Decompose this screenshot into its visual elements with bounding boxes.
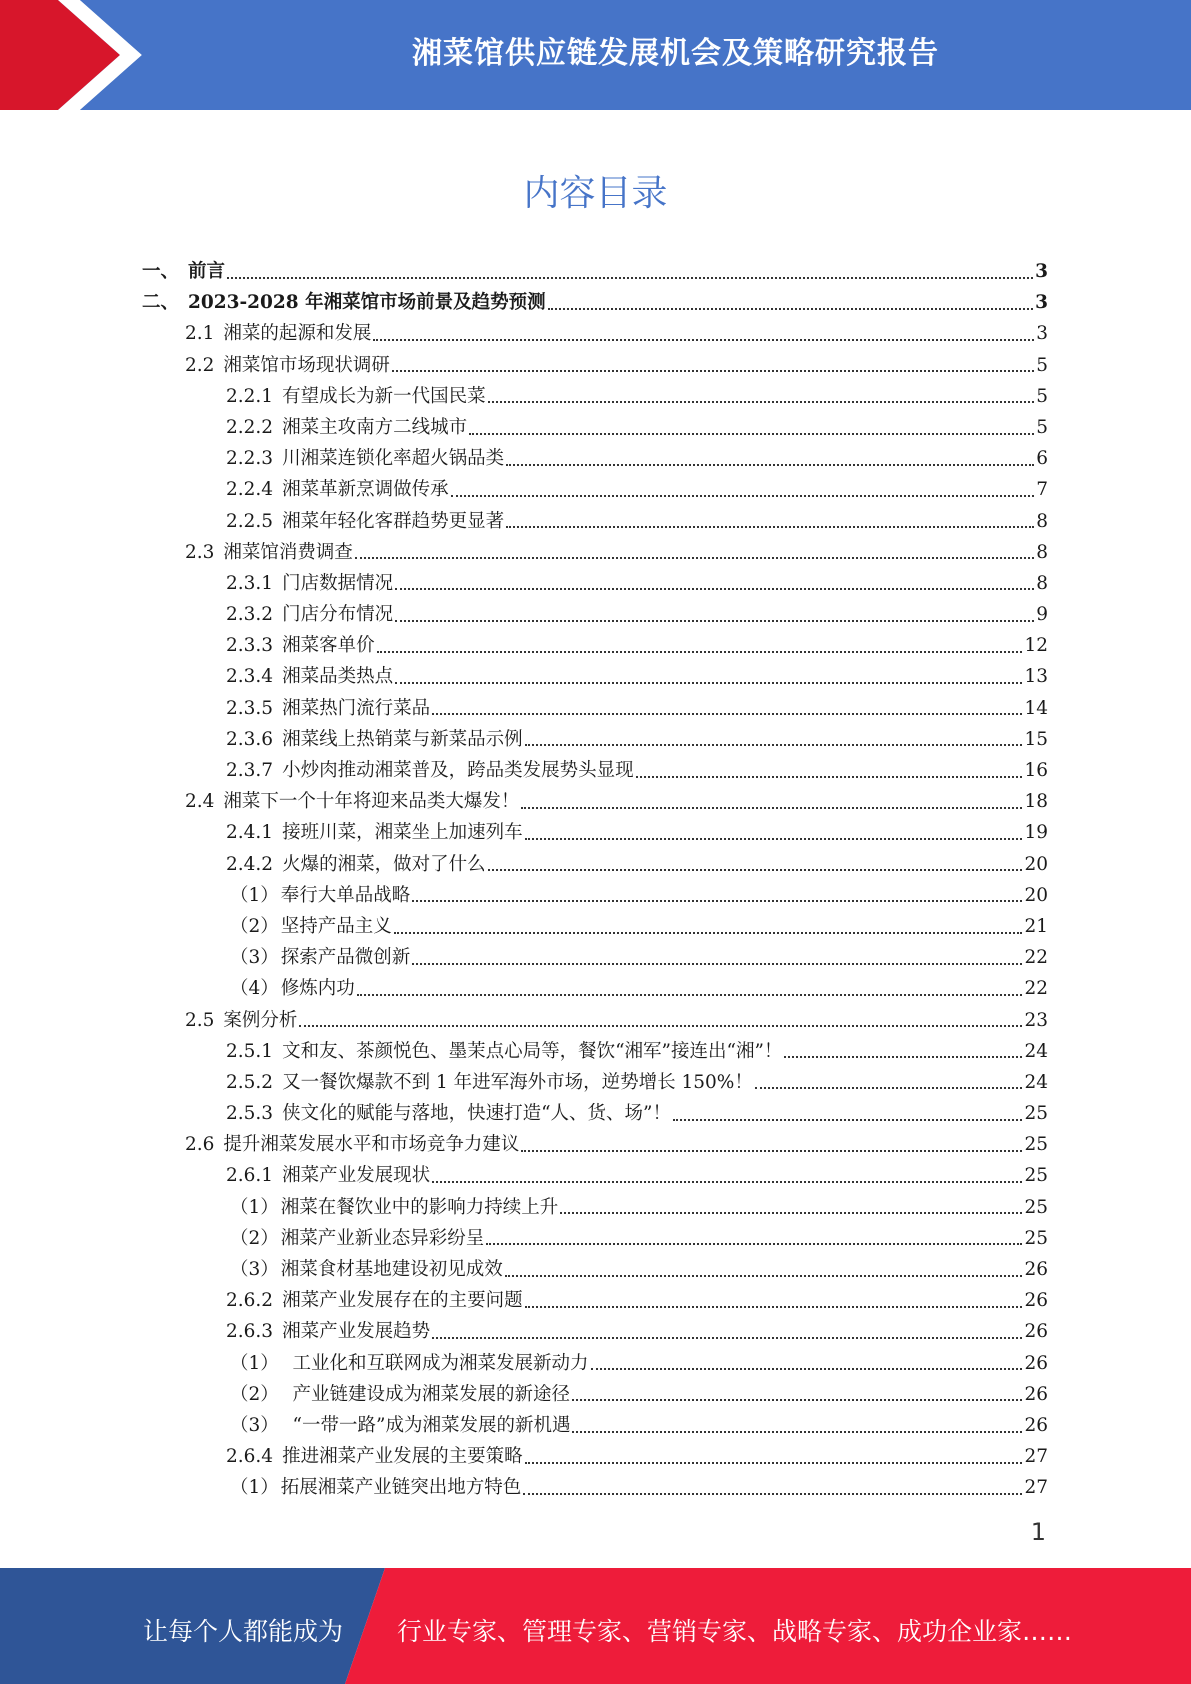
toc-entry[interactable]	[142, 1129, 1048, 1160]
toc-entry-label: 湘菜馆市场现状调研	[223, 354, 390, 376]
dot-leader	[412, 900, 1022, 902]
toc-entry[interactable]	[142, 1223, 1048, 1254]
toc-entry[interactable]	[142, 1067, 1048, 1098]
toc-entry-number: 2.4.2	[226, 853, 274, 875]
toc-entry-page: 25	[1024, 1165, 1048, 1187]
toc-entry-page: 24	[1024, 1071, 1048, 1093]
toc-entry-label: 拓展湘菜产业链突出地方特色	[280, 1477, 522, 1499]
toc-entry[interactable]	[142, 786, 1048, 817]
toc-entry-page: 5	[1036, 385, 1048, 407]
dot-leader	[395, 682, 1022, 684]
toc-entry-number: 2.3.1	[226, 572, 274, 594]
toc-entry-label: 门店分布情况	[282, 604, 394, 626]
toc-entry-page: 26	[1024, 1383, 1048, 1405]
dot-leader	[451, 495, 1035, 497]
toc-entry-number: 2.3.6	[226, 728, 274, 750]
toc-entry-number: 2.2.5	[226, 510, 274, 532]
toc-entry-label: 火爆的湘菜，做对了什么	[282, 853, 486, 875]
dot-leader	[394, 932, 1023, 934]
toc-entry[interactable]	[142, 693, 1048, 724]
dot-leader	[488, 869, 1023, 871]
toc-entry[interactable]	[142, 443, 1048, 474]
toc-entry[interactable]	[142, 568, 1048, 599]
toc-entry[interactable]	[142, 599, 1048, 630]
dot-leader	[572, 1399, 1022, 1401]
toc-entry-page: 3	[1035, 261, 1048, 282]
dot-leader	[395, 620, 1034, 622]
toc-entry[interactable]	[142, 1316, 1048, 1347]
toc-entry-page: 19	[1024, 822, 1048, 844]
toc-entry-label: 湘菜产业新业态异彩纷呈	[280, 1227, 485, 1249]
toc-entry[interactable]	[142, 256, 1048, 287]
toc-entry-number: 2.2.2	[226, 416, 274, 438]
toc-entry-number: 一、	[142, 261, 180, 282]
dot-leader	[373, 339, 1034, 341]
page-number: 1	[1030, 1518, 1046, 1546]
toc-entry-number: （4）	[230, 978, 279, 1000]
toc-entry-label: 川湘菜连锁化率超火锅品类	[282, 448, 505, 470]
toc-entry-number: 2.4	[185, 791, 215, 813]
dot-leader	[432, 1337, 1022, 1339]
toc-entry-number: 2.5	[185, 1009, 215, 1031]
toc-entry[interactable]	[142, 973, 1048, 1004]
toc-entry-page: 25	[1024, 1227, 1048, 1249]
toc-entry[interactable]	[142, 755, 1048, 786]
toc-entry[interactable]	[142, 661, 1048, 692]
toc-entry-page: 9	[1036, 604, 1048, 626]
dot-leader	[377, 651, 1023, 653]
dot-leader	[523, 1493, 1022, 1495]
toc-entry-page: 7	[1036, 479, 1048, 501]
toc-entry-number: （3）	[230, 947, 279, 969]
toc-entry-number: （2）	[230, 915, 279, 937]
dot-leader	[469, 433, 1034, 435]
toc-entry-page: 22	[1024, 947, 1048, 969]
dot-leader	[521, 807, 1022, 809]
toc-entry-page: 22	[1024, 978, 1048, 1000]
toc-entry-label: 小炒肉推动湘菜普及，跨品类发展势头显现	[282, 760, 634, 781]
report-footer	[0, 1568, 1191, 1684]
toc-entry-number: 2.6.2	[226, 1290, 274, 1312]
dot-leader	[560, 1212, 1022, 1214]
toc-entry-label: 2023-2028 年湘菜馆市场前景及趋势预测	[188, 292, 546, 314]
toc-entry-number: 2.2.4	[226, 479, 274, 501]
toc-entry-label: 文和友、茶颜悦色、墨茉点心局等，餐饮“湘军”接连出“湘”！	[282, 1040, 783, 1062]
report-header	[0, 0, 1191, 110]
chevron-arrow-icon	[0, 0, 160, 110]
toc-entry-label: 湘菜的起源和发展	[223, 323, 372, 345]
toc-entry-page: 26	[1024, 1259, 1048, 1280]
dot-leader	[392, 370, 1034, 372]
toc-entry-page: 5	[1036, 416, 1048, 438]
toc-entry[interactable]	[142, 1254, 1048, 1285]
toc-entry-label: 修炼内功	[280, 978, 355, 1000]
toc-entry-page: 21	[1024, 915, 1048, 937]
toc-entry-page: 8	[1036, 510, 1048, 532]
toc-entry-number: 2.3	[185, 541, 215, 563]
dot-leader	[357, 994, 1023, 996]
dot-leader	[525, 1462, 1023, 1464]
toc-entry-label: “一带一路”成为湘菜发展的新机遇	[280, 1414, 571, 1436]
toc-entry-number: 2.6.3	[226, 1321, 274, 1343]
footer-slogan: 让每个人都能成为	[143, 1617, 344, 1646]
toc-entry-number: 2.6.1	[226, 1165, 274, 1187]
toc-entry-number: 2.3.7	[226, 760, 274, 781]
report-title: 湘菜馆供应链发展机会及策略研究报告	[412, 36, 939, 71]
dot-leader	[572, 1431, 1022, 1433]
toc-entry[interactable]	[142, 1441, 1048, 1472]
toc-entry[interactable]	[142, 942, 1048, 973]
toc-entry-page: 25	[1024, 1103, 1048, 1125]
toc-entry-number: （1）	[230, 1477, 279, 1499]
toc-entry-page: 16	[1024, 760, 1048, 781]
toc-entry-label: 接班川菜，湘菜坐上加速列车	[282, 822, 523, 844]
toc-entry-number: 2.3.3	[226, 635, 274, 657]
toc-entry-number: 2.6	[185, 1134, 215, 1156]
toc-entry-number: （3）	[230, 1414, 279, 1436]
toc-entry-number: 2.3.4	[226, 666, 274, 688]
toc-entry[interactable]	[142, 1098, 1048, 1129]
toc-entry-number: 2.5.1	[226, 1040, 274, 1062]
toc-entry-number: 2.1	[185, 323, 215, 345]
toc-heading: 内容目录	[523, 173, 668, 214]
dot-leader	[395, 588, 1034, 590]
toc-entry-label: 推进湘菜产业发展的主要策略	[282, 1446, 523, 1468]
toc-entry[interactable]	[142, 817, 1048, 848]
toc-entry-number: 2.5.2	[226, 1071, 274, 1093]
toc-entry-page: 14	[1024, 697, 1048, 719]
toc-entry-label: 门店数据情况	[282, 572, 394, 594]
dot-leader	[432, 713, 1022, 715]
footer-roles: 行业专家、管理专家、营销专家、战略专家、成功企业家……	[397, 1617, 1073, 1646]
toc-entry-page: 25	[1024, 1196, 1048, 1218]
toc-entry-label: 湘菜产业发展趋势	[282, 1321, 431, 1343]
toc-entry-label: 又一餐饮爆款不到 1 年进军海外市场，逆势增长 150%！	[282, 1071, 753, 1093]
toc-entry[interactable]	[142, 1472, 1048, 1503]
toc-entry[interactable]	[142, 381, 1048, 412]
toc-entry[interactable]	[142, 880, 1048, 911]
toc-entry-number: （2）	[230, 1383, 279, 1405]
dot-leader	[755, 1087, 1023, 1089]
toc-entry[interactable]	[142, 350, 1048, 381]
toc-entry-page: 6	[1036, 448, 1048, 470]
toc-entry[interactable]	[142, 474, 1048, 505]
toc-entry-page: 5	[1036, 354, 1048, 376]
toc-entry-label: 湘菜年轻化客群趋势更显著	[282, 510, 505, 532]
dot-leader	[227, 277, 1033, 279]
toc-entry-page: 24	[1024, 1040, 1048, 1062]
toc-entry-label: 湘菜产业发展现状	[282, 1165, 431, 1187]
dot-leader	[299, 1025, 1022, 1027]
dot-leader	[521, 1150, 1022, 1152]
toc-entry[interactable]	[142, 1005, 1048, 1036]
dot-leader	[636, 776, 1023, 778]
dot-leader	[548, 308, 1034, 310]
toc-entry-page: 26	[1024, 1321, 1048, 1343]
toc-entry-label: 湘菜下一个十年将迎来品类大爆发！	[223, 791, 520, 813]
toc-entry[interactable]	[142, 287, 1048, 318]
toc-entry-label: 湘菜产业发展存在的主要问题	[282, 1290, 523, 1312]
toc-entry-page: 25	[1024, 1134, 1048, 1156]
toc-entry-number: 2.3.5	[226, 697, 274, 719]
toc-entry-label: 湘菜在餐饮业中的影响力持续上升	[280, 1196, 559, 1218]
toc-entry[interactable]	[142, 1160, 1048, 1191]
dot-leader	[525, 838, 1023, 840]
dot-leader	[488, 401, 1035, 403]
toc-entry-label: 湘菜食材基地建设初见成效	[280, 1259, 503, 1280]
toc-entry-page: 26	[1024, 1352, 1048, 1374]
toc-entry-page: 8	[1036, 572, 1048, 594]
toc-entry-page: 3	[1035, 292, 1048, 314]
toc-entry-page: 23	[1024, 1009, 1048, 1031]
toc-entry-label: 案例分析	[223, 1009, 298, 1031]
toc-entry-label: 湘菜线上热销菜与新菜品示例	[282, 728, 523, 750]
toc-entry-label: 坚持产品主义	[280, 915, 392, 937]
toc-entry[interactable]	[142, 412, 1048, 443]
toc-entry-page: 3	[1036, 323, 1048, 345]
toc-entry-page: 15	[1024, 728, 1048, 750]
toc-entry-label: 湘菜革新烹调做传承	[282, 479, 449, 501]
toc-entry-number: 2.5.3	[226, 1103, 274, 1125]
toc-entry-number: （1）	[230, 884, 279, 906]
toc-entry[interactable]	[142, 537, 1048, 568]
toc-entry-label: 侠文化的赋能与落地，快速打造“人、货、场”！	[282, 1103, 671, 1125]
toc-entry-label: 奉行大单品战略	[280, 884, 411, 906]
toc-entry-page: 13	[1024, 666, 1048, 688]
dot-leader	[505, 1275, 1023, 1277]
toc-entry-number: 2.2.3	[226, 448, 274, 470]
toc-entry-page: 12	[1024, 635, 1048, 657]
toc-entry-page: 20	[1024, 853, 1048, 875]
dot-leader	[591, 1368, 1023, 1370]
dot-leader	[506, 464, 1034, 466]
toc-entry-number: 二、	[142, 292, 180, 314]
toc-entry[interactable]	[142, 1036, 1048, 1067]
toc-entry-label: 湘菜品类热点	[282, 666, 394, 688]
toc-entry-page: 18	[1024, 791, 1048, 813]
toc-entry-number: （3）	[230, 1259, 279, 1280]
dot-leader	[673, 1119, 1022, 1121]
dot-leader	[486, 1243, 1022, 1245]
toc-entry[interactable]	[142, 318, 1048, 349]
toc-entry[interactable]	[142, 1192, 1048, 1223]
toc-entry-label: 湘菜主攻南方二线城市	[282, 416, 468, 438]
dot-leader	[784, 1056, 1022, 1058]
toc-entry-label: 工业化和互联网成为湘菜发展新动力	[280, 1352, 589, 1374]
toc-entry[interactable]	[142, 724, 1048, 755]
dot-leader	[355, 557, 1034, 559]
toc-entry-label: 有望成长为新一代国民菜	[282, 385, 486, 407]
toc-entry-page: 20	[1024, 884, 1048, 906]
toc-entry[interactable]	[142, 1348, 1048, 1379]
toc-entry-label: 湘菜热门流行菜品	[282, 697, 431, 719]
toc-entry-number: 2.4.1	[226, 822, 274, 844]
toc-entry-page: 26	[1024, 1414, 1048, 1436]
dot-leader	[412, 963, 1022, 965]
toc-entry-label: 探索产品微创新	[280, 947, 411, 969]
toc-entry-label: 湘菜客单价	[282, 635, 375, 657]
toc-entry-number: 2.6.4	[226, 1446, 274, 1468]
toc-entry[interactable]	[142, 630, 1048, 661]
toc-entry-number: 2.2.1	[226, 385, 274, 407]
dot-leader	[432, 1181, 1022, 1183]
table-of-contents	[142, 256, 1048, 1504]
toc-entry[interactable]	[142, 849, 1048, 880]
toc-entry-page: 26	[1024, 1290, 1048, 1312]
toc-entry-label: 提升湘菜发展水平和市场竞争力建议	[223, 1134, 520, 1156]
toc-entry[interactable]	[142, 911, 1048, 942]
toc-entry-page: 27	[1024, 1446, 1048, 1468]
toc-entry-number: （1）	[230, 1352, 279, 1374]
toc-entry[interactable]	[142, 1410, 1048, 1441]
toc-entry-label: 前言	[188, 261, 226, 282]
toc-entry-label: 湘菜馆消费调查	[223, 541, 353, 563]
toc-entry[interactable]	[142, 1285, 1048, 1316]
toc-entry[interactable]	[142, 506, 1048, 537]
toc-entry[interactable]	[142, 1379, 1048, 1410]
toc-entry-number: 2.2	[185, 354, 215, 376]
toc-entry-number: 2.3.2	[226, 604, 274, 626]
toc-entry-page: 8	[1036, 541, 1048, 563]
toc-entry-number: （1）	[230, 1196, 279, 1218]
dot-leader	[506, 526, 1034, 528]
toc-entry-label: 产业链建设成为湘菜发展的新途径	[280, 1383, 571, 1405]
dot-leader	[525, 1306, 1023, 1308]
toc-entry-page: 27	[1024, 1477, 1048, 1499]
toc-entry-number: （2）	[230, 1227, 279, 1249]
dot-leader	[525, 744, 1023, 746]
